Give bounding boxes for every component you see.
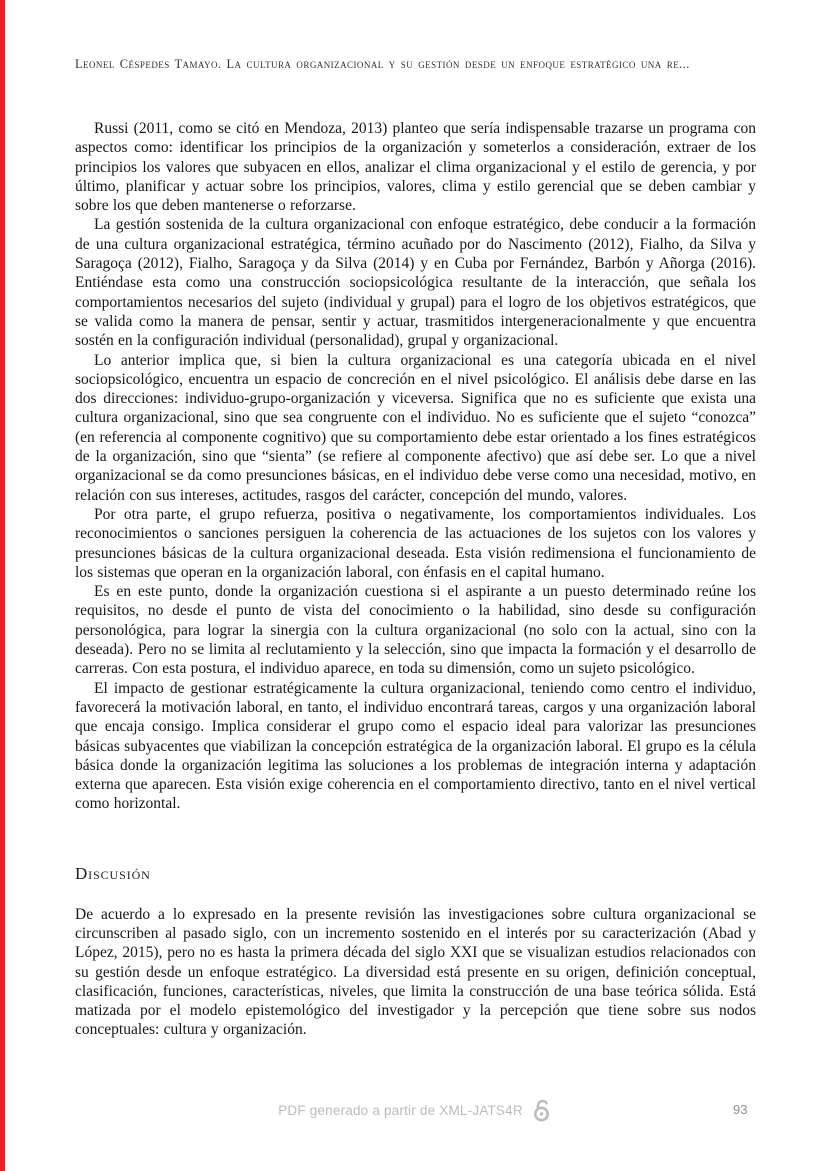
article-body — [75, 119, 756, 814]
footer — [0, 1098, 828, 1122]
paragraph: La gestión sostenida de la cultura organizacional con enfoque estratégico, debe conducir a la formación de una cultura organizacional estratégica, término acuñado por do Nascimento (2012), Fialho, da Silva y Saragoça (2012), Fialho, Saragoça y da Silva (2014) y en Cuba por Fernández, Barbón y Añorga (2016). Entiéndase esta como una construcción sociopsicológica resultante de la interacción, que señala los comportamientos necesarios del sujeto (individual y grupal) para el logro de los objetivos estratégicos, que se valida como la manera de pensar, sentir y actuar, trasmitidos intergeneracionalmente y que encuentra sostén en la configuración individual (personalidad), grupal y organizacional. — [75, 216, 756, 350]
left-accent-bar — [0, 0, 5, 1171]
paragraph: El impacto de gestionar estratégicamente la cultura organizacional, teniendo como centro el individuo, favorecerá la motivación laboral, en tanto, el individuo encontrará tareas, cargos y una organización laboral que encaja consigo. Implica considerar el grupo como el espacio ideal para valorizar las presunciones básicas subyacentes que viabilizan la concepción estratégica de la organización laboral. El grupo es la célula básica donde la organización legitima las soluciones a los problemas de integración interna y adaptación externa que aparecen. Esta visión exige coherencia en el comportamiento directivo, tanto en el nivel vertical como horizontal. — [75, 679, 756, 813]
paragraph: Por otra parte, el grupo refuerza, positiva o negativamente, los comportamientos individuales. Los reconocimientos o sanciones persiguen la coherencia de las actuaciones de los sujetos con los valores y presunciones básicas de la cultura organizacional deseada. Esta visión redimensiona el funcionamiento de los sistemas que operan en la organización laboral, con énfasis en el capital humano. — [75, 505, 756, 581]
page-content — [75, 0, 756, 1040]
paragraph: Lo anterior implica que, si bien la cultura organizacional es una categoría ubicada en el nivel sociopsicológico, encuentra un espacio de concreción en el nivel psicológico. El análisis debe darse en las dos direcciones: individuo-grupo-organización y viceversa. Significa que no es suficiente que exista una cultura organizacional, sino que sea congruente con el individuo. No es suficiente que el sujeto “conozca” (en referencia al componente cognitivo) que su comportamiento debe estar orientado a los fines estratégicos de la organización, sino que “sienta” (se refiere al componente afectivo) que así debe ser. Lo que a nivel organizacional se da como presunciones básicas, en el individuo debe verse como una necesidad, motivo, en relación con sus intereses, actitudes, rasgos del carácter, concepción del mundo, valores. — [75, 351, 756, 504]
section-heading-discusion: Discusión — [75, 863, 151, 883]
pdf-generator-note: PDF generado a partir de XML-JATS4R — [278, 1102, 523, 1118]
paragraph: Russi (2011, como se citó en Mendoza, 2013) planteo que sería indispensable trazarse un programa con aspectos como: identificar los principios de la organización y someterlos a consideración, extraer de los principios los valores que subyacen en ellos, analizar el clima organizacional y el estilo de gerencia, y por último, planificar y actuar sobre los principios, valores, clima y estilo gerencial que se deben cambiar y sobre los que deben mantenerse o reforzarse. — [75, 120, 756, 215]
paragraph: Es en este punto, donde la organización cuestiona si el aspirante a un puesto determinado reúne los requisitos, no desde el punto de vista del conocimiento o la habilidad, sino desde su configuración personológica, para lograr la sinergia con la cultura organizacional (no solo con la actual, sino con la deseada). Pero no se limita al reclutamiento y la selección, sino que impacta la formación y el desarrollo de carreras. Con esta postura, el individuo aparece, en toda su dimensión, como un sujeto psicológico. — [75, 583, 756, 678]
discussion-section — [75, 905, 756, 1040]
open-access-lock-icon — [533, 1098, 550, 1122]
page-number: 93 — [733, 1102, 748, 1117]
paragraph: De acuerdo a lo expresado en la presente revisión las investigaciones sobre cultura organizacional se circunscriben al pasado siglo, con un incremento sostenido en el interés por su caracterización (Abad y López, 2015), pero no es hasta la primera década del siglo XXI que se visualizan estudios relacionados con su gestión desde un enfoque estratégico. La diversidad está presente en su origen, definición conceptual, clasificación, funciones, características, niveles, que limita la construcción de una base teórica sólida. Está matizada por el modelo epistemológico del investigador y la percepción que tiene sobre sus nodos conceptuales: cultura y organización. — [75, 905, 756, 1039]
running-head: Leonel Céspedes Tamayo. La cultura organizacional y su gestión desde un enfoque estratégico una re... — [75, 57, 690, 71]
